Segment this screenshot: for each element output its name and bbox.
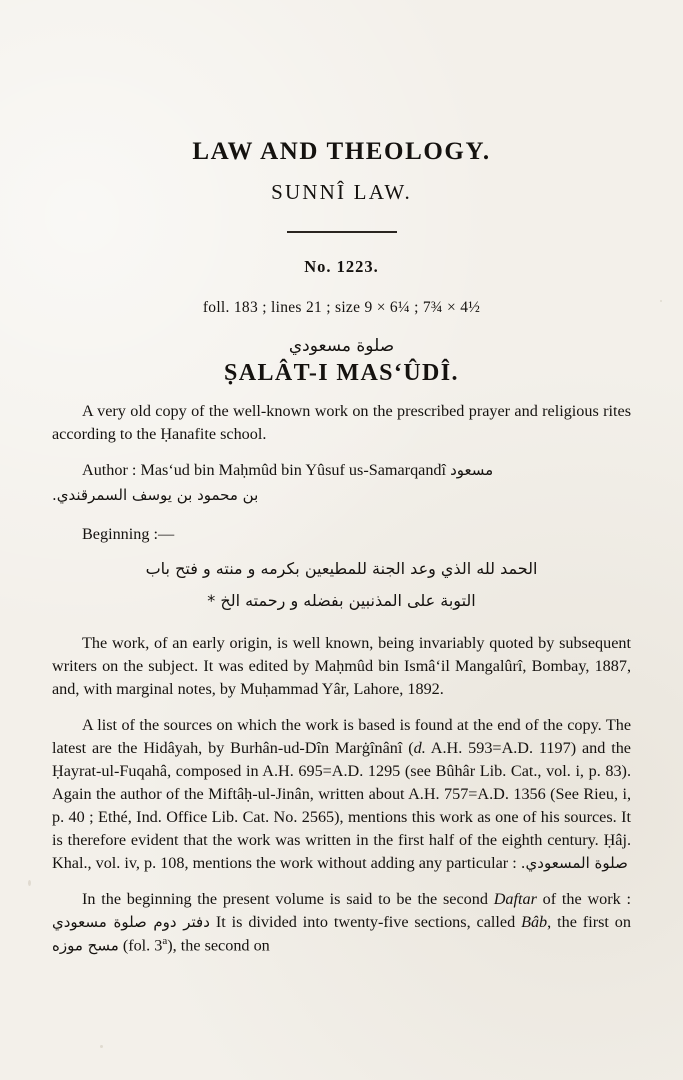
daftar-text-f: ), the second on xyxy=(167,936,270,955)
folio-superscript: a xyxy=(162,935,168,948)
daftar-text-b: of the work : xyxy=(536,890,632,909)
daftar-text-d: , the first on xyxy=(547,913,631,932)
sources-text-b: A.H. 593=A.D. 1197) and the Ḥayrat-ul-Fuqahâ, composed in A.H. 695=A.D. 1295 (see Bûhâr Lib. Cat., vol. i, p. 83). Again the author of the Miftâḥ-ul-Jinân, written about A.H. 757=A.D. 1356 (See Rieu, i, p. 40 ; Ethé, Ind. Office Lib. Cat. No. 2565), mentions this work as one of his sources. It is therefore evident that the work was written in the first half of the eighth century. Ḥâj. Khal., vol. iv, p. 108, mentions the work without adding any particular : xyxy=(52,739,631,873)
author-label: Author : Mas‘ud bin Maḥmûd bin Yûsuf us-Samarqandî xyxy=(82,460,447,479)
incipit-line-2: التوبة على المذنبين بفضله و رحمته الخ * xyxy=(207,591,476,611)
paper-speck xyxy=(28,880,31,886)
author-name-arabic-2: بن محمود بن يوسف السمرقندي. xyxy=(52,485,259,504)
entry-number: No. 1223. xyxy=(304,257,379,276)
daftar-text-e: (fol. 3 xyxy=(118,936,163,955)
page-heading-main: LAW AND THEOLOGY. xyxy=(192,138,491,165)
entry-title-roman: ṢALÂT-I MAS‘ÛDÎ. xyxy=(224,359,459,386)
paper-speck xyxy=(660,300,662,302)
bab-term: Bâb xyxy=(521,913,548,932)
daftar-term: Daftar xyxy=(493,890,537,909)
incipit-arabic xyxy=(52,554,631,617)
sources-text-a: A list of the sources on which the work is based is found at the end of the copy. The latest are the Hidâyah, by Burhân-ud-Dîn Marġînânî ( xyxy=(52,716,631,758)
work-history-paragraph: The work, of an early origin, is well known, being invariably quoted by subsequent writers on the subject. It was edited by Maḥmûd bin Ismâ‘il Mangalûrî, Bombay, 1887, and, with marginal notes, by Muḥammad Yâr, Lahore, 1892. xyxy=(52,634,631,699)
sources-arabic-title: صلوة المسعودي. xyxy=(520,854,628,873)
description-paragraph: A very old copy of the well-known work on the prescribed prayer and religious rites according to the Ḥanafite school. xyxy=(52,401,631,443)
entry-title-arabic: صلوة مسعودي xyxy=(288,336,395,356)
author-name-arabic-1: مسعود xyxy=(450,460,494,479)
collation-line: foll. 183 ; lines 21 ; size 9 × 6¼ ; 7¾ × 4½ xyxy=(202,299,481,316)
sources-paragraph xyxy=(52,714,631,875)
daftar-arabic: دفتر دوم صلوة مسعودي xyxy=(52,913,210,932)
sources-d-abbrev: d. xyxy=(413,739,426,758)
daftar-text-c: It is divided into twenty-five sections, called xyxy=(209,913,522,932)
author-arabic-line xyxy=(52,484,631,507)
daftar-paragraph xyxy=(52,888,631,957)
paper-speck xyxy=(100,1045,103,1048)
incipit-line-1: الحمد لله الذي وعد الجنة للمطيعين بكرمه و منته و فتح باب xyxy=(145,558,538,578)
section-divider xyxy=(287,231,397,233)
page-content xyxy=(52,0,631,958)
page-heading-sub: SUNNÎ LAW. xyxy=(271,180,412,204)
bab-first-arabic: مسح موزه xyxy=(52,936,119,955)
daftar-text-a: In the beginning the present volume is said to be the second xyxy=(82,890,488,909)
author-paragraph xyxy=(52,459,631,482)
beginning-label: Beginning :— xyxy=(82,524,175,543)
